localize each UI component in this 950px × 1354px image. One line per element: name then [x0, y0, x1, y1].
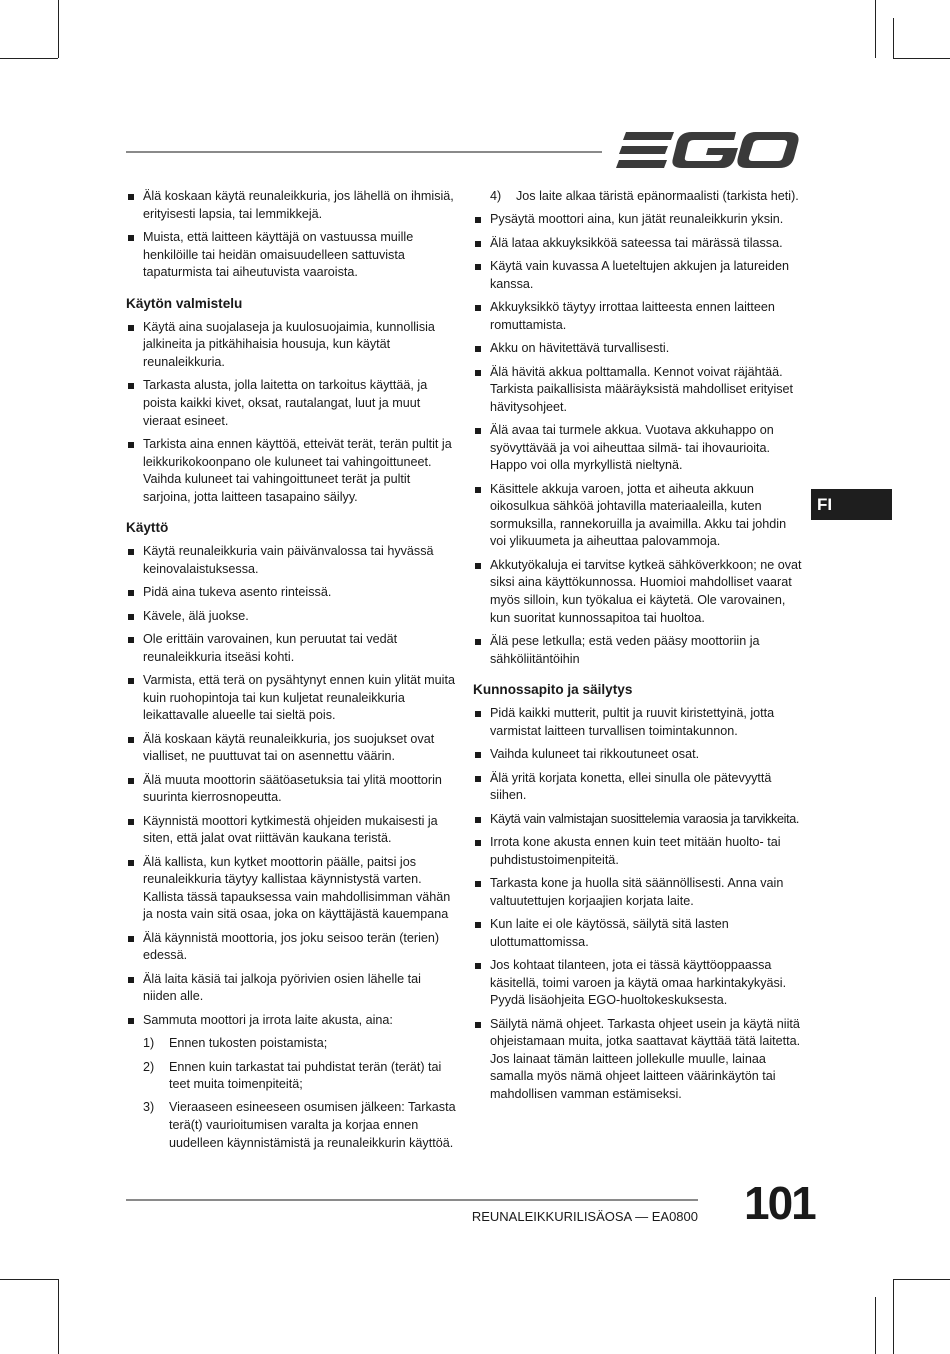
list-item: Käsittele akkuja varoen, jotta et aiheuta akkuun oikosulkua sähköä johtavilla materiaaleilla, kuten sormuksilla, rannekoruilla ja avaimilla. Akku tai johdin voi ylikuumeta ja aiheuttaa palovammoja.: [473, 481, 803, 551]
crop-mark: [58, 1279, 59, 1354]
crop-mark: [0, 1279, 58, 1280]
numbered-list-continued: [473, 188, 803, 206]
item-text: Ennen tukosten poistamista;: [169, 1036, 328, 1051]
crop-mark: [58, 0, 59, 58]
item-text: Vieraaseen esineeseen osumisen jälkeen: Tarkasta terä(t) vaurioitumisen varalta ja korjaa ennen uudelleen käynnistämistä ja reunaleikkurin käyttöä.: [169, 1100, 456, 1150]
footer-rule: [126, 1199, 698, 1201]
list-item: Älä hävitä akkua polttamalla. Kennot voivat räjähtää. Tarkista paikallisista määräyksistä mahdolliset erityiset hävitysohjeet.: [473, 364, 803, 417]
list-item: Käynnistä moottori kytkimestä ohjeiden mukaisesti ja siten, että jalat ovat riittävän kaukana teristä.: [126, 813, 456, 848]
list-item: Pidä kaikki mutterit, pultit ja ruuvit kiristettyinä, jotta varmistat laitteen turvallisen toimintakunnon.: [473, 705, 803, 740]
numbered-item: [126, 1059, 456, 1094]
list-item: Pysäytä moottori aina, kun jätät reunaleikkurin yksin.: [473, 211, 803, 229]
list-item: Älä laita käsiä tai jalkoja pyörivien osien lähelle tai niiden alle.: [126, 971, 456, 1006]
language-tab: FI: [811, 489, 892, 520]
list-item: Käytä vain kuvassa A lueteltujen akkujen ja latureiden kanssa.: [473, 258, 803, 293]
list-item: Tarkasta alusta, jolla laitetta on tarkoitus käyttää, ja poista kaikki kivet, oksat, rautalangat, luut ja muut vieraat esineet.: [126, 377, 456, 430]
list-item: Älä pese letkulla; estä veden pääsy moottoriin ja sähköliitäntöihin: [473, 633, 803, 668]
preparation-list: [126, 319, 456, 507]
intro-list: [126, 188, 456, 282]
list-item: Älä koskaan käytä reunaleikkuria, jos suojukset ovat vialliset, ne puuttuvat tai on asennettu väärin.: [126, 731, 456, 766]
crop-mark: [875, 0, 876, 58]
item-number: 3): [143, 1100, 155, 1115]
crop-mark: [0, 58, 58, 59]
maintenance-list: [473, 705, 803, 1103]
list-item: Varmista, että terä on pysähtynyt ennen kuin ylität muita kuin ruohopintoja tai kun kuljetat reunaleikkuria leikattavalle alueelle tai sieltä pois.: [126, 672, 456, 725]
list-item: Muista, että laitteen käyttäjä on vastuussa muille henkilöille tai heidän omaisuudelleen sattuvista tapaturmista tai aiheutuvista vaaroista.: [126, 229, 456, 282]
list-item: Älä käynnistä moottoria, jos joku seisoo terän (terien) edessä.: [126, 930, 456, 965]
crop-mark: [875, 1297, 876, 1354]
list-item: Vaihda kuluneet tai rikkoutuneet osat.: [473, 746, 803, 764]
left-column: [126, 188, 456, 1158]
list-item: Älä muuta moottorin säätöasetuksia tai ylitä moottorin suurinta kierrosnopeutta.: [126, 772, 456, 807]
list-item: Tarkista aina ennen käyttöä, etteivät terät, terän pultit ja leikkurikokoonpano ole kuluneet tai vahingoittuneet. Vaihda kuluneet tai vahingoittuneet terät ja pultit sarjoina, jotta laitteen tasapaino säilyy.: [126, 436, 456, 506]
operation-list: [126, 543, 456, 1029]
list-item: Kävele, älä juokse.: [126, 608, 456, 626]
crop-mark: [893, 58, 950, 59]
list-item: Akkutyökaluja ei tarvitse kytkeä sähköverkkoon; ne ovat siksi aina käyttökunnossa. Huomioi mahdolliset vaarat myös silloin, kun työkalua ei käytetä. Ole varovainen, kun suoritat kunnossapitoa tai huoltoa.: [473, 557, 803, 627]
right-column: [473, 188, 803, 1109]
crop-mark: [893, 18, 894, 58]
numbered-item: [126, 1035, 456, 1053]
item-text: Ennen kuin tarkastat tai puhdistat terän (terät) tai teet muita toimenpiteitä;: [169, 1059, 442, 1092]
list-item: Akkuyksikkö täytyy irrottaa laitteesta ennen laitteen romuttamista.: [473, 299, 803, 334]
item-text: Jos laite alkaa täristä epänormaalisti (tarkista heti).: [516, 189, 799, 203]
battery-list: [473, 211, 803, 668]
list-item: Kun laite ei ole käytössä, säilytä sitä lasten ulottumattomissa.: [473, 916, 803, 951]
numbered-item: [126, 1099, 456, 1152]
crop-mark: [893, 1279, 894, 1354]
list-item: Käytä vain valmistajan suosittelemia varaosia ja tarvikkeita.: [473, 811, 803, 829]
item-number: 1): [143, 1036, 155, 1051]
list-item: Jos kohtaat tilanteen, jota ei tässä käyttöoppaassa käsitellä, toimi varoen ja käytä omaa harkintakykyäsi. Pyydä lisäohjeita EGO-huoltokeskuksesta.: [473, 957, 803, 1010]
ego-logo: [616, 128, 800, 172]
list-item: Älä yritä korjata konetta, ellei sinulla ole pätevyyttä siihen.: [473, 770, 803, 805]
list-item: Älä avaa tai turmele akkua. Vuotava akkuhappo on syövyttävää ja voi aiheuttaa silmä- tai ihovaurioita. Happo voi olla myrkyllistä nieltynä.: [473, 422, 803, 475]
item-number: 4): [490, 189, 502, 203]
list-item: Irrota kone akusta ennen kuin teet mitään huolto- tai puhdistustoimenpiteitä.: [473, 834, 803, 869]
list-item: Säilytä nämä ohjeet. Tarkasta ohjeet usein ja käytä niitä ohjeistamaan muita, jotka saattavat käyttää tätä laitetta. Jos lainaat tämän laitteen jollekulle muulle, lainaa samalla myös nämä ohjeet laitteen väärinkäytön tai mahdollisen vamman estämiseksi.: [473, 1016, 803, 1104]
header-rule: [126, 151, 602, 153]
section-heading-preparation: Käytön valmistelu: [126, 295, 243, 311]
section-heading-operation: Käyttö: [126, 520, 169, 536]
list-item: Älä kallista, kun kytket moottorin päälle, paitsi jos reunaleikkuria täytyy kallistaa käynnistystä varten. Kallista tässä tapauksessa vain mahdollisimman vähän ja nosta vain sitä osaa, joka on käyttäjästä kauempana: [126, 854, 456, 924]
list-item: Akku on hävitettävä turvallisesti.: [473, 340, 803, 358]
footer-title: REUNALEIKKURILISÄOSA — EA0800: [471, 1209, 698, 1224]
list-item: Käytä reunaleikkuria vain päivänvalossa tai hyvässä keinovalaistuksessa.: [126, 543, 456, 578]
section-heading-maintenance: Kunnossapito ja säilytys: [473, 682, 633, 698]
list-item: Älä lataa akkuyksikköä sateessa tai märässä tilassa.: [473, 235, 803, 253]
list-item: Ole erittäin varovainen, kun peruutat tai vedät reunaleikkuria itseäsi kohti.: [126, 631, 456, 666]
list-item: Käytä aina suojalaseja ja kuulosuojaimia, kunnollisia jalkineita ja pitkähihaisia housuja, kun käytät reunaleikkuria.: [126, 319, 456, 372]
page-number: 101: [744, 1177, 815, 1229]
numbered-list: [126, 1035, 456, 1152]
crop-mark: [893, 1279, 950, 1280]
numbered-item: [473, 188, 803, 206]
list-item: Sammuta moottori ja irrota laite akusta, aina:: [126, 1012, 456, 1030]
list-item: Älä koskaan käytä reunaleikkuria, jos lähellä on ihmisiä, erityisesti lapsia, tai lemmikkejä.: [126, 188, 456, 223]
list-item: Tarkasta kone ja huolla sitä säännöllisesti. Anna vain valtuutettujen korjaajien korjata laite.: [473, 875, 803, 910]
item-number: 2): [143, 1059, 155, 1074]
list-item: Pidä aina tukeva asento rinteissä.: [126, 584, 456, 602]
